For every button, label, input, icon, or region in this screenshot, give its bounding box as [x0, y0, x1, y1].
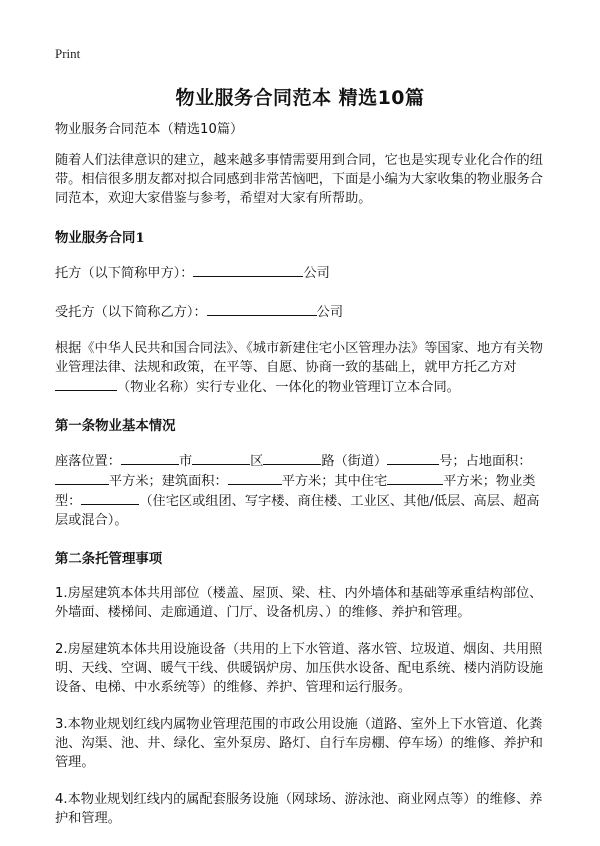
property-name-blank — [55, 377, 117, 391]
list-item: 3.本物业规划红线内属物业管理范围的市政公用设施（道路、室外上下水管道、化粪池、沟渠、池、井、绿化、室外泵房、路灯、自行车房棚、停车场）的维修、养护和管理。 — [55, 717, 543, 770]
party-a-line — [55, 263, 550, 283]
basis-text-a: 根据《中华人民共和国合同法》、《城市新建住宅小区管理办法》等国家、地方有关物业管理法律、法规和政策，在平等、自愿、协商一致的基础上，就甲方托乙方对 — [55, 341, 543, 375]
property-type-blank — [81, 491, 139, 505]
article2-heading: 第二条托管理事项 — [55, 551, 163, 567]
land-area-blank — [55, 471, 109, 485]
road-label: 路（街道） — [321, 454, 388, 469]
page-title: 物业服务合同范本 精选10篇 — [175, 87, 425, 109]
list-item: 1.房屋建筑本体共用部位（楼盖、屋顶、梁、柱、内外墙体和基础等承重结构部位、外墙面、楼梯间、走廊通道、门厅、设备机房、）的维修、养护和管理。 — [55, 586, 543, 620]
contract-heading: 物业服务合同1 — [55, 230, 145, 246]
document-body — [55, 120, 550, 846]
intro-paragraph: 随着人们法律意识的建立，越来越多事情需要用到合同，它也是实现专业化合作的纽带。相信很多朋友都对拟合同感到非常苦恼吧，下面是小编为大家收集的物业服务合同范本，欢迎大家借鉴与参考，希望对大家有所帮助。 — [55, 153, 543, 206]
list-item: 4.本物业规划红线内的属配套服务设施（网球场、游泳池、商业网点等）的维修、养护和管理。 — [55, 792, 543, 826]
sqm2-label: 平方米；其中住宅 — [281, 474, 388, 489]
building-area-blank — [228, 471, 282, 485]
party-b-line — [55, 302, 550, 322]
number-label: 号；占地面积： — [439, 454, 532, 469]
location-label: 座落位置： — [55, 454, 121, 469]
party-b-blank — [207, 302, 317, 316]
district-label: 区 — [250, 454, 264, 469]
party-a-label: 托方（以下简称甲方）： — [55, 266, 194, 281]
property-types: （住宅区或组团、写字楼、商住楼、工业区、其他/低层、高层、超高层或混合）。 — [55, 494, 540, 528]
party-a-blank — [193, 263, 303, 277]
party-b-label: 受托方（以下简称乙方）： — [55, 305, 207, 320]
sqm3-label: 平方米；物业类型： — [55, 474, 536, 509]
district-blank — [192, 451, 250, 465]
list-item: 2.房屋建筑本体共用设施设备（共用的上下水管道、落水管、垃圾道、烟囱、共用照明、天线、空调、暖气干线、供暖锅炉房、加压供水设备、配电系统、楼内消防设施设备、电梯、中水系统等）的维修、养护、管理和运行服务。 — [55, 642, 543, 695]
city-blank — [121, 451, 179, 465]
number-blank — [387, 451, 439, 465]
residential-area-blank — [387, 471, 443, 485]
article1-heading: 第一条物业基本情况 — [55, 418, 176, 434]
document-subtitle: 物业服务合同范本（精选10篇） — [55, 122, 244, 137]
basis-text-b: （物业名称）实行专业化、一体化的物业管理订立本合同。 — [117, 380, 460, 395]
city-label: 市 — [178, 454, 193, 469]
party-a-suffix: 公司 — [303, 266, 330, 281]
property-info-paragraph — [55, 451, 550, 530]
sqm1-label: 平方米；建筑面积： — [109, 474, 228, 489]
print-link[interactable]: Print — [55, 46, 81, 61]
road-blank — [263, 451, 321, 465]
basis-paragraph — [55, 339, 550, 397]
party-b-suffix: 公司 — [316, 305, 344, 320]
